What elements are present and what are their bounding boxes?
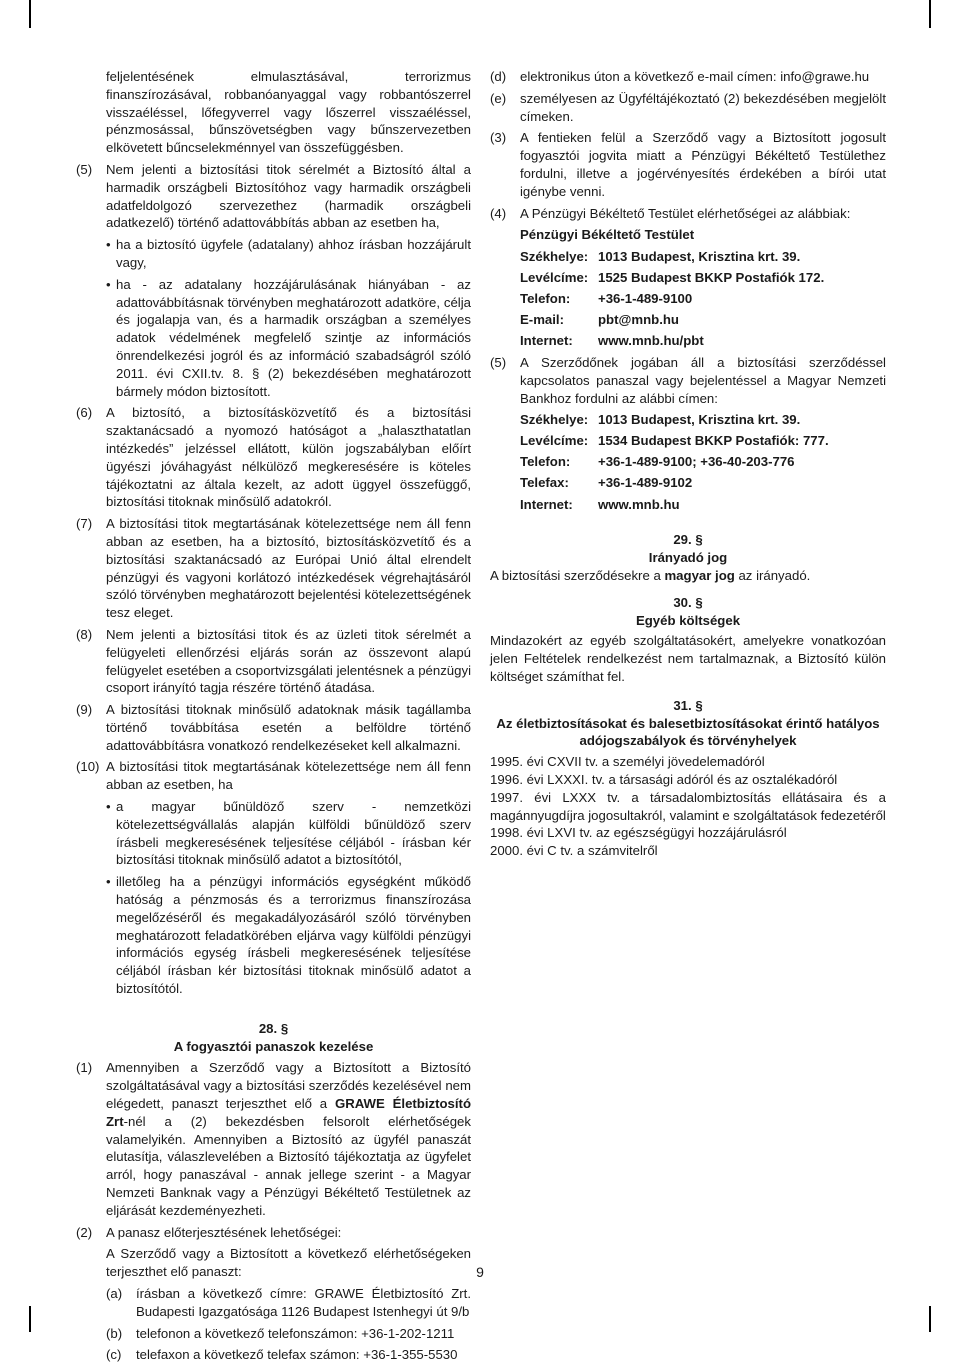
- section-number: 30. §: [673, 594, 703, 610]
- section-title: Egyéb költségek: [635, 612, 741, 628]
- list-item: (b) telefonon a következő telefonszámon: +36-1-202-1211: [106, 1325, 455, 1341]
- contact-value: 1013 Budapest, Krisztina krt. 39.: [598, 411, 801, 427]
- contact-label: Székhelye:: [520, 411, 589, 427]
- law-item: 1997. évi LXXX tv. a társadalombiztosítás ellátásaira és a magánnyugdíjra jogosultakról, valamint e szolgáltatások fedezetéről: [490, 789, 886, 823]
- bullet-item: • ha - az adatalany hozzájárulásának hiányában - az adattovábbításnak törvényben meghatározott adatköre, célja és jogalapja van, és a harmadik országban a személyes adatok védelmének megfelelő szintje az információs önrendelkezési jogról és az információ szabadságról szóló 2011. évi CXII.tv. 8. § (2) bekezdésében meghatározott bármely módon biztosított.: [106, 276, 471, 399]
- contact-label: Telefax:: [520, 475, 569, 491]
- org-name: Pénzügyi Békéltető Testület: [520, 227, 695, 243]
- paragraph-text: A biztosítási titok megtartásának kötelezettsége nem áll fenn abban az esetben, ha a biztosító, biztosításközvetítő és a biztosítási szaktanácsadó az Európai Unió által elrendelt pénzügyi és vagyoni korlátozó intézkedések végrehajtásáról szóló törvényben meghatározott bejelentési kötelezettségének tesz eleget.: [106, 516, 471, 621]
- section-title: A fogyasztói panaszok kezelése: [173, 1038, 374, 1054]
- paragraph-number: (2): [76, 1224, 93, 1240]
- bullet-item: • a magyar bűnüldöző szerv - nemzetközi kötelezettségvállalás alapján külföldi bűnüldöző szerv írásbeli megkeresésének teljesítése céljából - írásban kér biztosítási titoknak minősülő adatot a biztosítótól,: [106, 799, 471, 868]
- company-name: GRAWE Életbiztosító Zrt: [106, 1096, 471, 1129]
- contact-value: pbt@mnb.hu: [598, 312, 679, 328]
- contact-label: E-mail:: [520, 312, 564, 328]
- contact-label: Levélcíme:: [520, 269, 589, 285]
- contact-value: +36-1-489-9102: [598, 475, 693, 491]
- bullet-item: • ha a biztosító ügyfele (adatalany) ahhoz írásban hozzájárult vagy,: [106, 237, 471, 270]
- paragraph-7: [76, 515, 471, 622]
- contact-value: www.mnb.hu/pbt: [598, 333, 704, 349]
- crop-mark: [929, 0, 931, 28]
- contact-label: Székhelye:: [520, 248, 589, 264]
- paragraph-text: A biztosító, a biztosításközvetítő és a biztosítási szaktanácsadó a nyomozó hatóságot a „halaszthatatlan intézkedés” jelzéssel ellátott, külön jogszabályban előírt ügyészi jóváhagyást nélkülöző megkeresésére is köteles tájékoztatni az általa kezelt, az adott üggyel összefüggő, biztosítási titoknak minősülő adatokról.: [106, 405, 471, 510]
- contact-label: Internet:: [520, 333, 573, 349]
- section-title: Az életbiztosításokat és balesetbiztosításokat érintő hatályos adójogszabályok és törvényhelyek: [496, 715, 880, 749]
- contact-value: www.mnb.hu: [598, 496, 680, 512]
- law-item: 1998. évi LXVI tv. az egészségügyi hozzájárulásról: [490, 825, 787, 841]
- mnb-contact-table: [520, 411, 886, 514]
- paragraph-3: [490, 129, 886, 200]
- paragraph-10: [76, 758, 471, 997]
- paragraph-number: (5): [490, 355, 507, 371]
- section-29-text: A biztosítási szerződésekre a magyar jog az irányadó.: [490, 568, 811, 584]
- paragraph-number: (10): [76, 759, 100, 775]
- section-number: 29. §: [673, 532, 703, 548]
- paragraph-4: [490, 205, 886, 223]
- paragraph-number: (1): [76, 1060, 93, 1076]
- paragraph-text: A Szerződő vagy a Biztosított a következő elérhetőségeken terjeszthet elő panaszt:: [106, 1246, 471, 1280]
- paragraph-5: [76, 161, 471, 400]
- section-31-heading: [490, 697, 886, 750]
- paragraph-number: (6): [76, 405, 93, 421]
- section-number: 28. §: [258, 1020, 289, 1036]
- list-item: (c) telefaxon a következő telefax számon: +36-1-355-5530: [106, 1347, 458, 1363]
- paragraph-text: A Pénzügyi Békéltető Testület elérhetőségei az alábbiak:: [520, 205, 851, 221]
- paragraph-number: (4): [490, 205, 507, 221]
- paragraph-text: A Szerződőnek jogában áll a biztosítási szerződéssel kapcsolatos panaszal vagy bejelentéssel a Magyar Nemzeti Bankhoz fordulni az alábbi címen:: [520, 355, 886, 406]
- bullet-item: • illetőleg ha a pénzügyi információs egységként működő hatóság a pénzmosás és a terrorizmus finanszírozása megelőzéséről és megakadályozásáról szóló törvényben meghatározott feladatkörében eljárva vagy külföldi pénzügyi információs egység írásbeli megkeresésének teljesítése céljából írásban kér biztosítási titoknak minősülő adatot a biztosítótól.: [106, 874, 471, 997]
- contact-value: 1534 Budapest BKKP Postafiók: 777.: [598, 433, 829, 449]
- left-column: [76, 68, 471, 1364]
- section-29-heading: [490, 531, 886, 567]
- bullet-icon: •: [106, 874, 111, 890]
- bullet-icon: •: [106, 276, 111, 292]
- paragraph-number: (8): [76, 626, 93, 642]
- section-28-heading: [76, 1020, 471, 1056]
- paragraph-8: [76, 626, 471, 697]
- complaint-paragraph-1: [76, 1059, 471, 1219]
- contact-label: Telefon:: [520, 290, 571, 306]
- paragraph-text: A panasz előterjesztésének lehetőségei:: [106, 1224, 342, 1240]
- law-item: 1996. évi LXXXI. tv. a társasági adóról és az osztalékadóról: [490, 772, 838, 787]
- paragraph-text: A fentieken felül a Szerződő vagy a Biztosított jogosult fogyasztói jogvita miatt a Pénzügyi Békéltető Testülethez fordulni, illetve a jogérvényesítés érdekében a bírói utat igénybe venni.: [520, 130, 886, 199]
- paragraph-number: (9): [76, 702, 93, 718]
- paragraph-number: (3): [490, 130, 507, 146]
- list-item: (d) elektronikus úton a következő e-mail címen: info@grawe.hu: [490, 69, 870, 84]
- paragraph-9: [76, 701, 471, 754]
- list-item: (a) írásban a következő címre: GRAWE Életbiztosító Zrt. Budapesti Igazgatósága 1126 Budapest Istenhegyi út 9/b: [106, 1286, 471, 1319]
- contact-value: 1013 Budapest, Krisztina krt. 39.: [598, 248, 801, 264]
- section-30-heading: [490, 594, 886, 630]
- page-number: 9: [476, 1264, 484, 1280]
- contact-label: Telefon:: [520, 454, 571, 470]
- paragraph-text: Nem jelenti a biztosítási titok és az üzleti titok sérelmét a felügyeleti ellenőrzési eljárás során az összevont alapú felügyelet esetében a csoportvizsgálati jelentésnek a pénzügyi csoport irányító tagja részére történő átadása.: [106, 626, 471, 696]
- contact-value: 1525 Budapest BKKP Postafiók 172.: [598, 269, 825, 285]
- paragraph-6: [76, 404, 471, 511]
- paragraph-text: Amennyiben a Szerződő vagy a Biztosított a Biztosító szolgáltatásával vagy a biztosítási szerződés kezelésével nem elégedett, panaszt terjeszthet elő a GRAWE Életbiztosító Zrt-nél a (2) bekezdésben felsorolt elérhetőségek valamelyikén. Amennyiben a Biztosító az ügyfél panaszát elutasítja, válaszlevelében a Biztosító tájékoztatja az ügyfelet arról, hogy panaszával - annak jellege szerint - a Magyar Nemzeti Banknak vagy a Pénzügyi Békéltető Testületnek az eljárását kezdeményezheti.: [106, 1060, 471, 1218]
- section-title: Irányadó jog: [648, 550, 728, 566]
- paragraph-text: A biztosítási titoknak minősülő adatoknak másik tagállamba történő továbbítása esetén a belföldre történő adattovábbításra vonatkozó rendelkezéseket kell alkalmazni.: [106, 702, 471, 753]
- law-list: [490, 753, 886, 860]
- crop-mark: [29, 0, 31, 28]
- right-column: [490, 68, 886, 860]
- law-item: 2000. évi C tv. a számvitelről: [490, 843, 658, 859]
- contact-value: +36-1-489-9100; +36-40-203-776: [598, 454, 795, 470]
- law-item: 1995. évi CXVII tv. a személyi jövedelemadóról: [490, 754, 765, 770]
- paragraph-text: Nem jelenti a biztosítási titok sérelmét a Biztosító által a harmadik országbeli Biztosítóhoz vagy harmadik országbeli adatfeldolgozó szervezethez (harmadik országbeli adatkezelő) történő adattovábbítás abban az esetben ha,: [106, 161, 471, 231]
- complaint-paragraph-2: [76, 1224, 471, 1364]
- contact-label: Levélcíme:: [520, 433, 589, 449]
- section-number: 31. §: [673, 697, 703, 713]
- paragraph-number: (7): [76, 516, 93, 532]
- bullet-icon: •: [106, 799, 111, 815]
- pbt-contact-table: [520, 248, 886, 351]
- contact-label: Internet:: [520, 496, 573, 512]
- paragraph-5: [490, 354, 886, 407]
- list-item: (e) személyesen az Ügyféltájékoztató (2) bekezdésében megjelölt címeken.: [490, 90, 886, 124]
- section-30-text: Mindazokért az egyéb szolgáltatásokért, amelyekre vonatkozóan jelen Feltételek rendelkezést nem tartalmaznak, a Biztosító külön költséget számíthat fel.: [490, 633, 886, 685]
- contact-value: +36-1-489-9100: [598, 290, 693, 306]
- paragraph-number: (5): [76, 161, 93, 177]
- crop-mark: [29, 1306, 31, 1332]
- crop-mark: [929, 1306, 931, 1332]
- paragraph-text: A biztosítási titok megtartásának kötelezettsége nem áll fenn abban az esetben, ha: [106, 759, 471, 793]
- paragraph-4-continuation: feljelentésének elmulasztásával, terrorizmus finanszírozásával, robbanóanyaggal vagy robbantószerrel visszaéléssel, lőfegyverrel vagy lőszerrel visszaéléssel, pénzmosással, bűnszövetségben vagy bűnszervezetben elkövetett bűncselekménnyel van összefüggésben.: [106, 69, 471, 156]
- bullet-icon: •: [106, 237, 111, 253]
